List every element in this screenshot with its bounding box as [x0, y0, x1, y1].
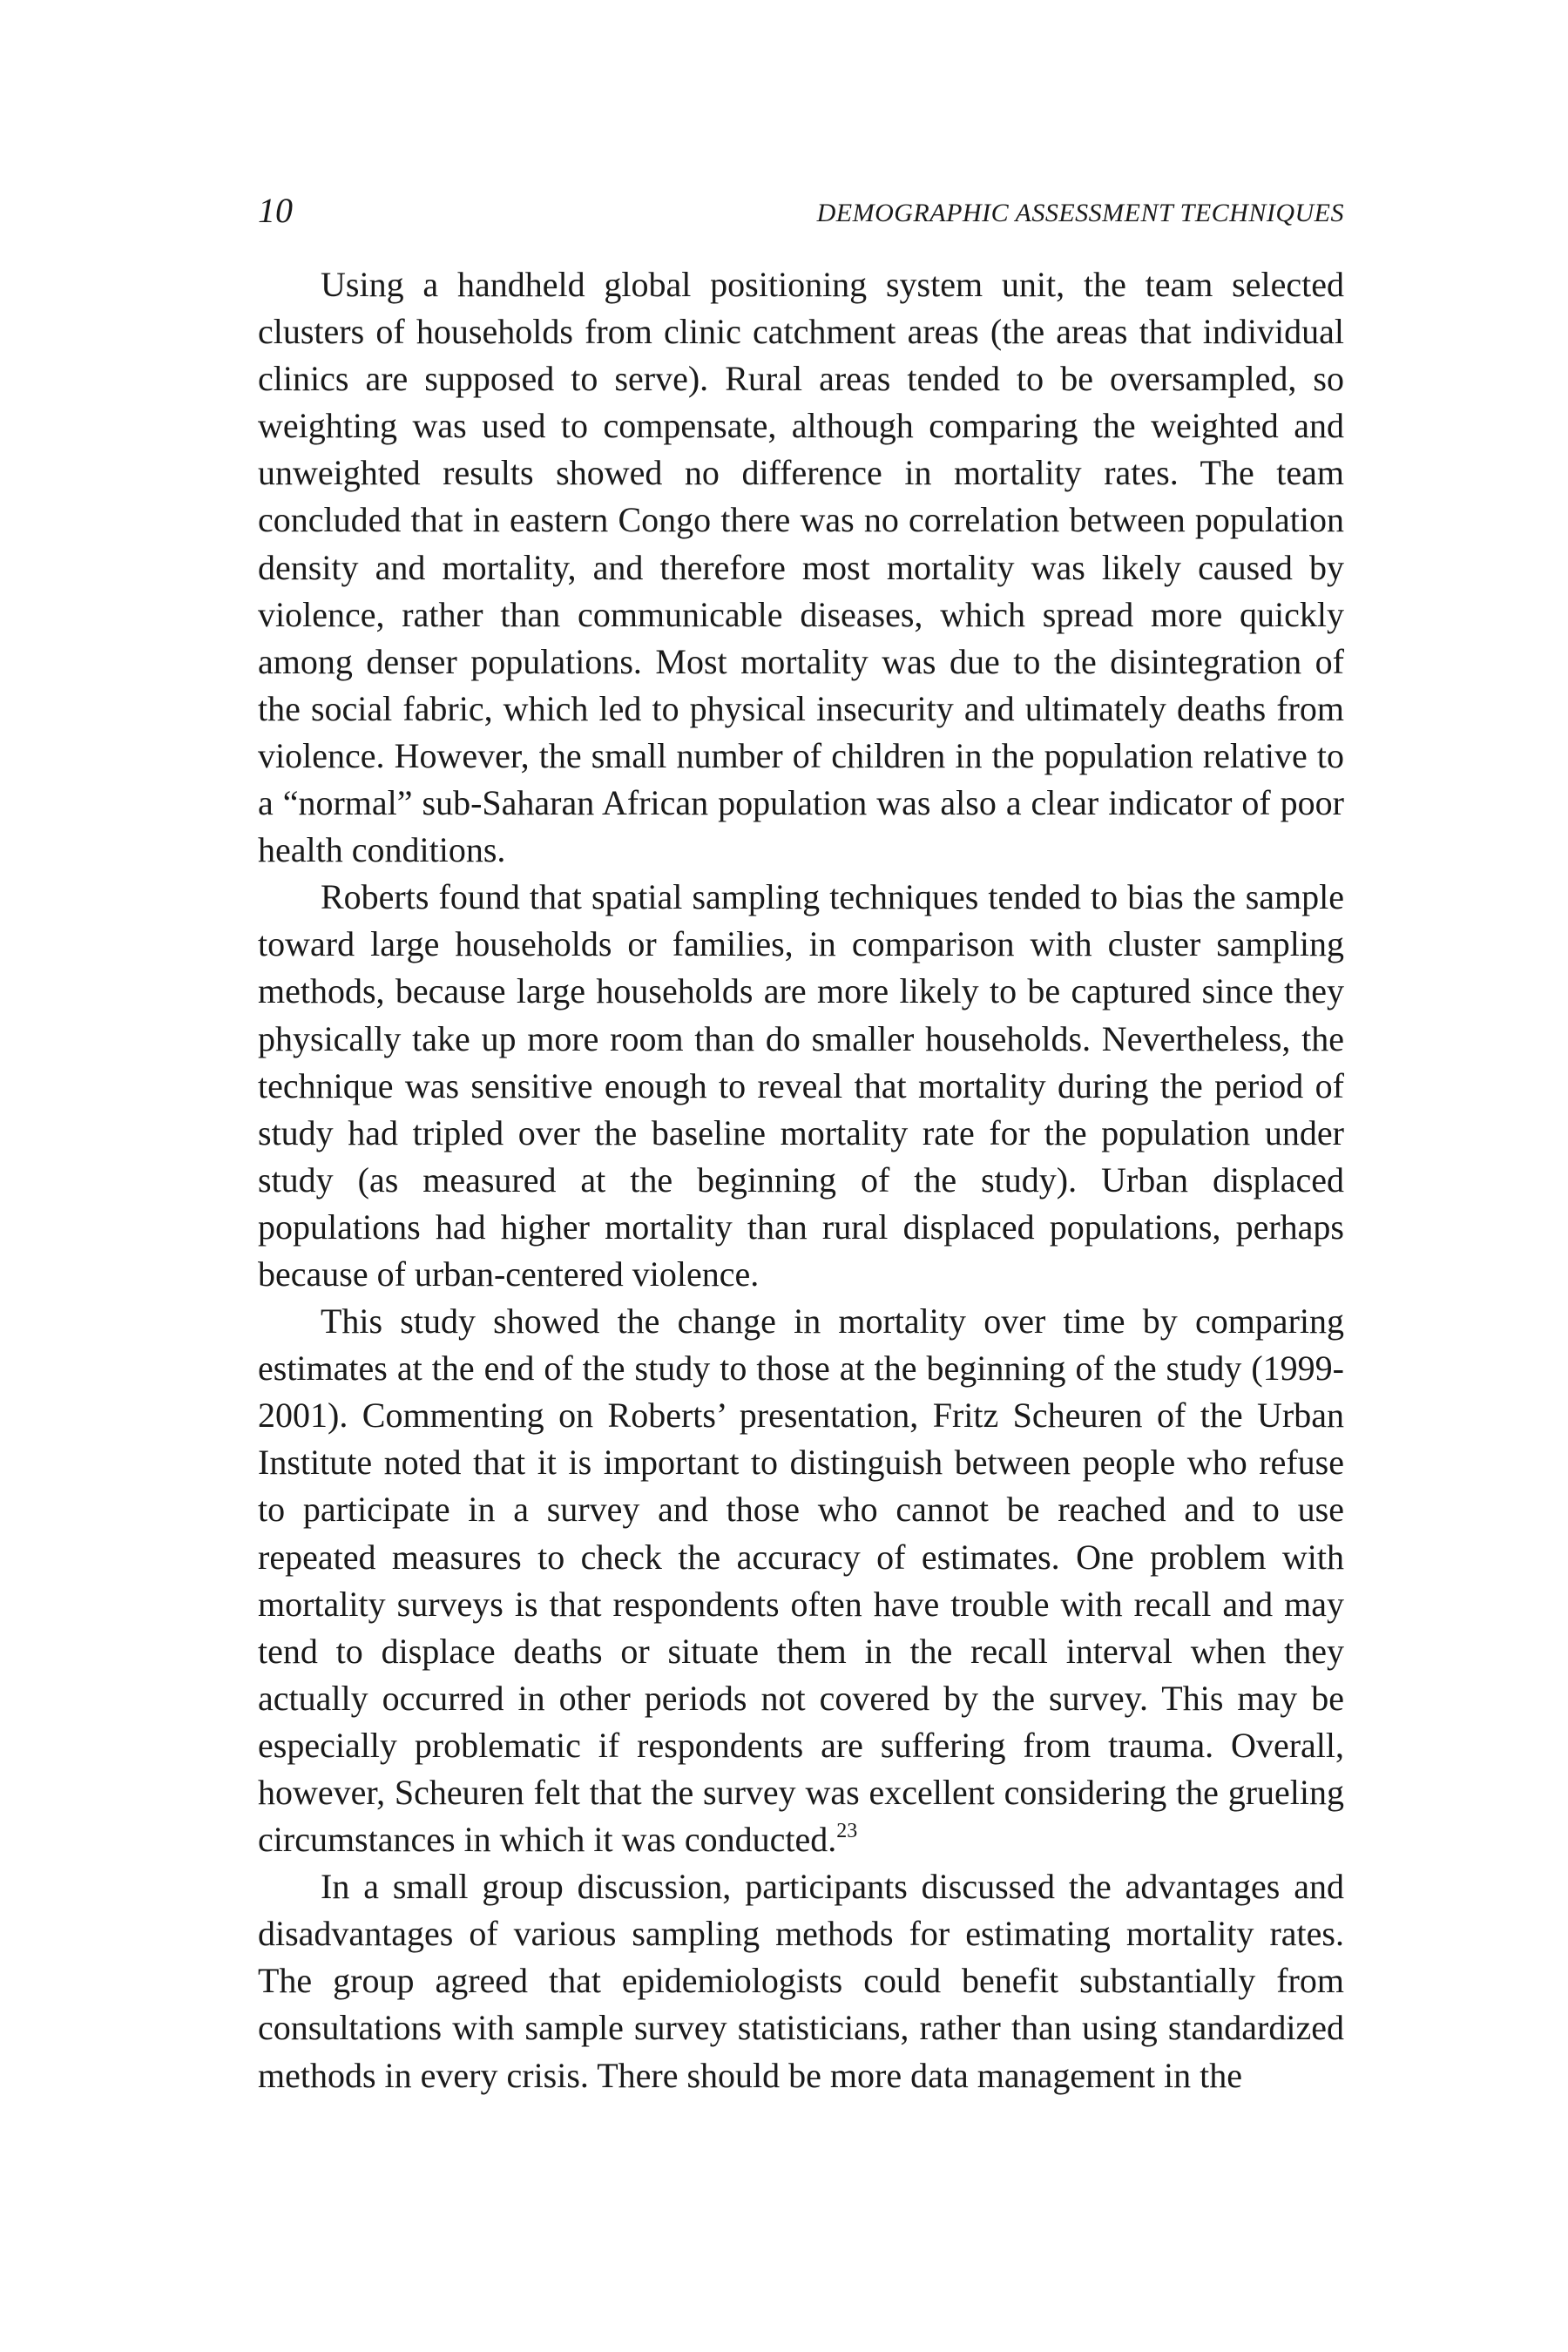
- body-text: [258, 261, 1344, 2099]
- paragraph-text: Roberts found that spatial sampling techniques tended to bias the sample toward large households or families, in comparison with cluster sampling methods, because large households are more likely to be captured since they physically take up more room than do smaller households. Nevertheless, the technique was sensitive enough to reveal that mortality during the period of study had tripled over the baseline mortality rate for the population under study (as measured at the beginning of the study). Urban displaced populations had higher mortality than rural displaced populations, perhaps because of urban-centered violence.: [258, 877, 1344, 1294]
- paragraph-text: Using a handheld global positioning system unit, the team selected clusters of households from clinic catchment areas (the areas that individual clinics are supposed to serve). Rural areas tended to be oversampled, so weighting was used to compensate, although comparing the weighted and unweighted results showed no difference in mortality rates. The team concluded that in eastern Congo there was no correlation between population density and mortality, and therefore most mortality was likely caused by violence, rather than communicable diseases, which spread more quickly among denser populations. Most mortality was due to the disintegration of the social fabric, which led to physical insecurity and ultimately deaths from violence. However, the small number of children in the population relative to a “normal” sub-Saharan African population was also a clear indicator of poor health conditions.: [258, 265, 1344, 870]
- paragraph: [258, 1863, 1344, 2099]
- footnote-reference[interactable]: 23: [836, 1820, 858, 1843]
- page-number: 10: [258, 191, 293, 230]
- running-head-title: DEMOGRAPHIC ASSESSMENT TECHNIQUES: [816, 199, 1344, 227]
- paragraph: [258, 1298, 1344, 1863]
- paragraph: [258, 261, 1344, 874]
- paragraph-text: In a small group discussion, participants discussed the advantages and disadvantages of various sampling methods for estimating mortality rates. The group agreed that epidemiologists could benefit substantially from consultations with sample survey statisticians, rather than using standardized methods in every crisis. There should be more data management in the: [258, 1867, 1344, 2095]
- paragraph: [258, 874, 1344, 1298]
- paragraph-text: This study showed the change in mortality over time by comparing estimates at the end of the study to those at the beginning of the study (1999-2001). Commenting on Roberts’ presentation, Fritz Scheuren of the Urban Institute noted that it is important to distinguish between people who refuse to participate in a survey and those who cannot be reached and to use repeated measures to check the accuracy of estimates. One problem with mortality surveys is that respondents often have trouble with recall and may tend to displace deaths or situate them in the recall interval when they actually occurred in other periods not covered by the survey. This may be especially problematic if respondents are suffering from trauma. Overall, however, Scheuren felt that the survey was excellent considering the grueling circumstances in which it was conducted.: [258, 1301, 1344, 1860]
- running-head: [258, 185, 1344, 237]
